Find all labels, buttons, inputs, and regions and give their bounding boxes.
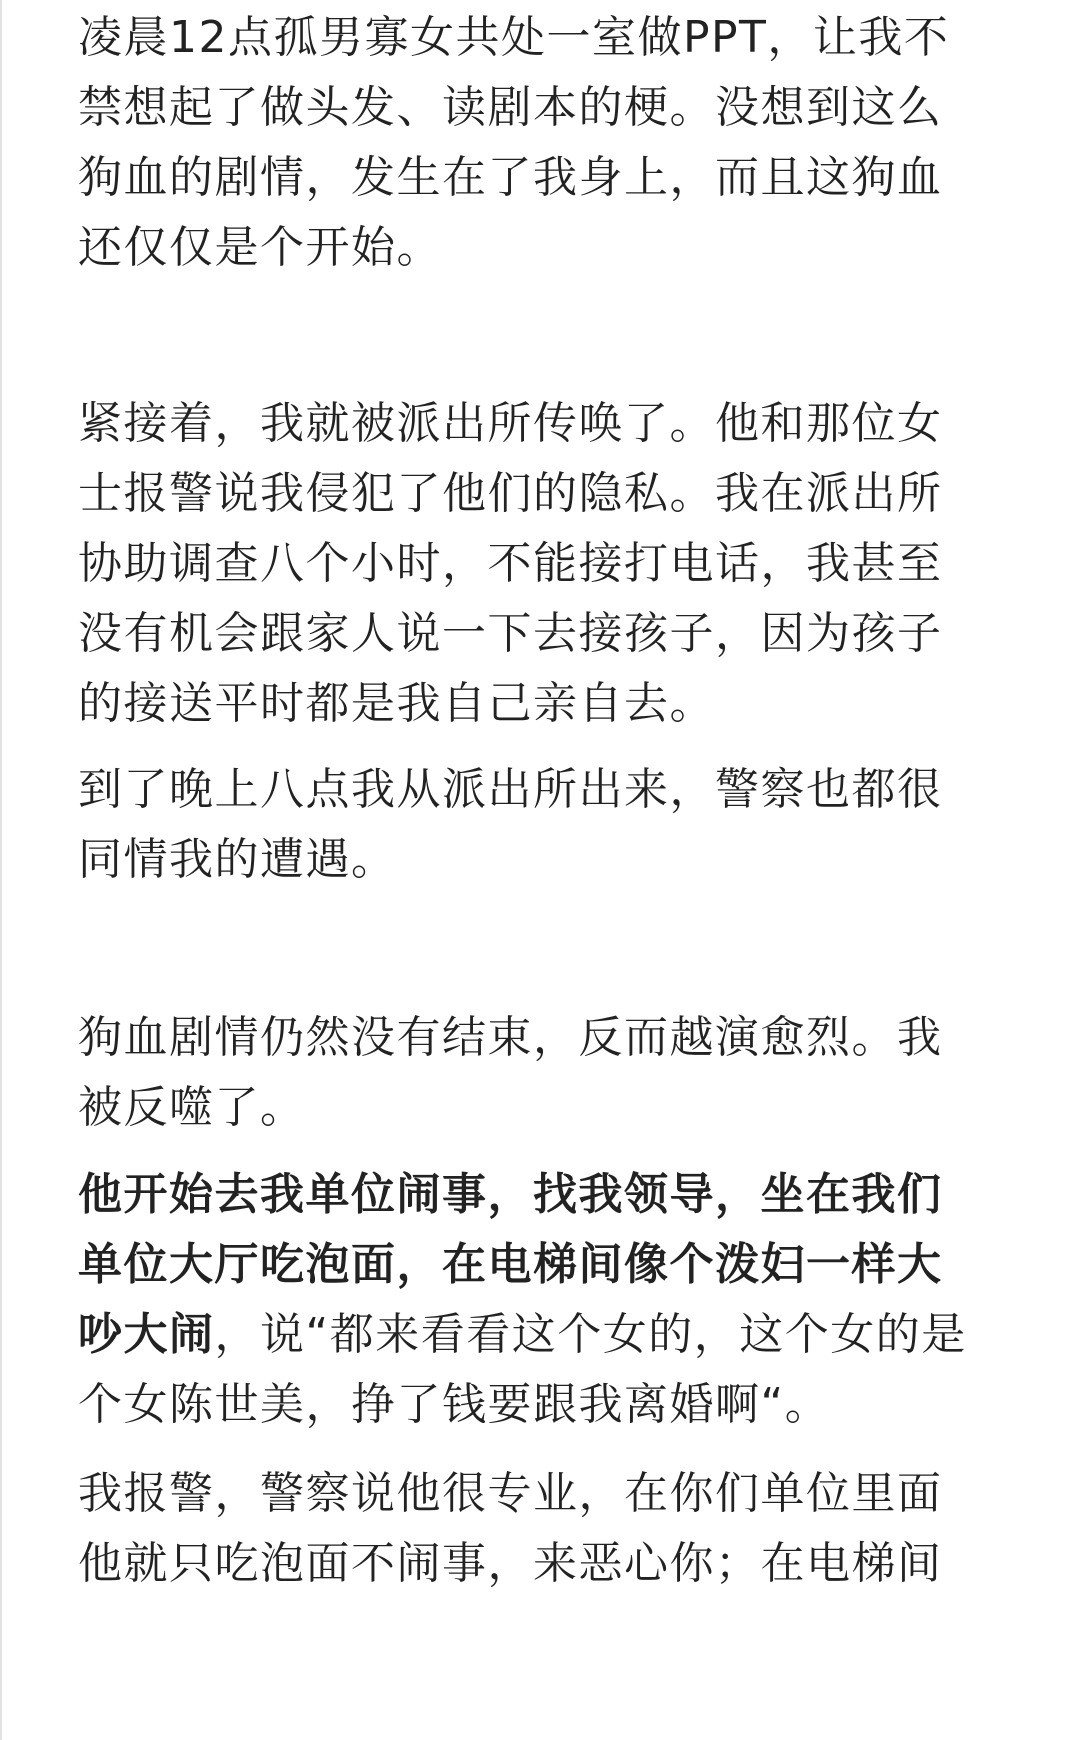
paragraph-1-line-3: 狗血的剧情，发生在了我身上，而且这狗血: [78, 152, 943, 203]
paragraph-3-line-1: 到了晚上八点我从派出所出来，警察也都很: [78, 764, 943, 815]
paragraph-5-line-3: [78, 1297, 967, 1373]
paragraph-5-line-4: 个女陈世美，挣了钱要跟我离婚啊“。: [78, 1379, 831, 1430]
paragraph-2-line-5: 的接送平时都是我自己亲自去。: [78, 678, 715, 729]
paragraph-2-line-1: 紧接着，我就被派出所传唤了。他和那位女: [78, 398, 943, 449]
paragraph-6-line-1: 我报警，警察说他很专业，在你们单位里面: [78, 1468, 943, 1519]
paragraph-5-line-1-bold: 他开始去我单位闹事，找我领导，坐在我们: [78, 1169, 943, 1220]
paragraph-2-line-2: 士报警说我侵犯了他们的隐私。我在派出所: [78, 468, 943, 519]
paragraph-5-line-2-bold: 单位大厅吃泡面，在电梯间像个泼妇一样大: [78, 1239, 943, 1290]
paragraph-2-line-3: 协助调查八个小时，不能接打电话，我甚至: [78, 538, 943, 589]
paragraph-4-line-2: 被反噬了。: [78, 1082, 306, 1133]
paragraph-1-line-4: 还仅仅是个开始。: [78, 222, 442, 273]
paragraph-5-line-3-bold-part: 吵大闹: [78, 1309, 215, 1360]
paragraph-3-line-2: 同情我的遭遇。: [78, 834, 397, 885]
paragraph-2-line-4: 没有机会跟家人说一下去接孩子，因为孩子: [78, 608, 943, 659]
paragraph-6-line-2: 他就只吃泡面不闹事，来恶心你；在电梯间: [78, 1538, 943, 1589]
paragraph-1-line-1: 凌晨12点孤男寡女共处一室做PPT，让我不: [78, 12, 950, 63]
left-border-rule: [0, 0, 2, 1740]
paragraph-1-line-2: 禁想起了做头发、读剧本的梗。没想到这么: [78, 82, 943, 133]
paragraph-5-line-3-rest: ，说“都来看看这个女的，这个女的是: [214, 1309, 967, 1360]
paragraph-4-line-1: 狗血剧情仍然没有结束，反而越演愈烈。我: [78, 1012, 943, 1063]
